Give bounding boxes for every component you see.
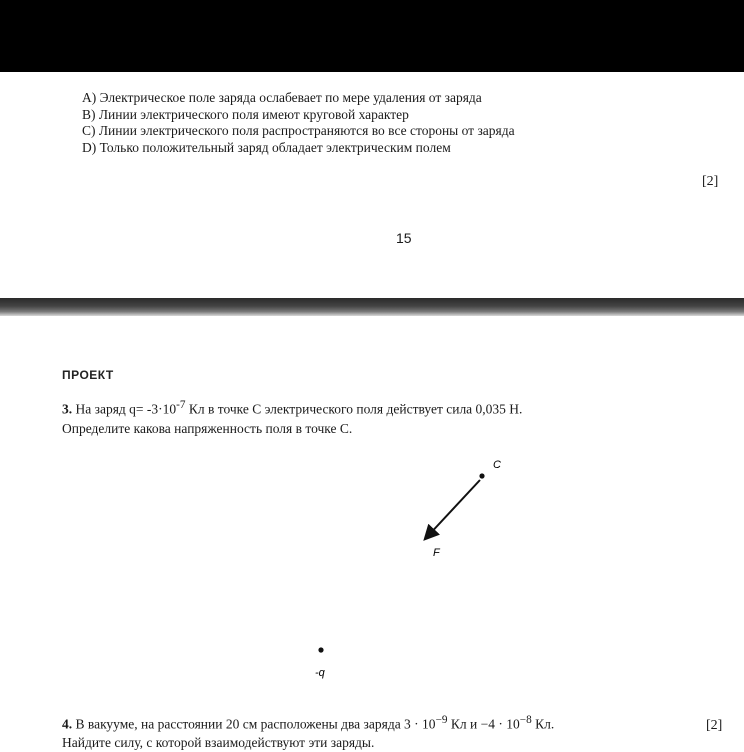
point-c-label: C	[493, 459, 501, 471]
question-4-text-c: Кл.	[531, 716, 555, 732]
question-4-text-a: В вакууме, на расстоянии 20 см расположены два заряда 3 · 10	[72, 716, 436, 732]
section-title: ПРОЕКТ	[62, 368, 114, 382]
top-black-bar	[0, 0, 744, 72]
question-4-number: 4.	[62, 716, 73, 732]
question-3	[62, 396, 522, 438]
question-3-text-a: На заряд q= -3·10	[75, 401, 177, 417]
question-3-number: 3.	[62, 401, 73, 417]
question-3-exponent: -7	[176, 399, 186, 411]
question-3-line-1	[62, 396, 522, 419]
question-4-exponent-2: −8	[519, 714, 532, 726]
question-3-line-2: Определите какова напряженность поля в точке С.	[62, 420, 353, 436]
page-number: 15	[396, 230, 412, 246]
charge-dot	[318, 647, 323, 652]
option-d: D) Только положительный заряд обладает электрическим полем	[82, 139, 451, 155]
score-mark: [2]	[702, 174, 719, 189]
point-c-dot	[479, 473, 484, 478]
option-c: C) Линии электрического поля распространяются во все стороны от заряда	[82, 123, 515, 138]
option-b: B) Линии электрического поля имеют круговой характер	[82, 106, 409, 122]
question-3-text-b: Кл в точке С электрического поля действует сила 0,035 Н.	[185, 401, 523, 417]
force-arrow	[426, 480, 480, 538]
option-a: A) Электрическое поле заряда ослабевает по мере удаления от заряда	[82, 90, 482, 105]
score-mark-2: [2]	[706, 718, 723, 733]
page-15	[0, 72, 744, 298]
question-4-line-2: Найдите силу, с которой взаимодействуют эти заряды.	[62, 734, 375, 750]
question-4-line-1	[62, 711, 554, 734]
charge-label: -q	[315, 667, 325, 679]
page-divider	[0, 298, 744, 316]
field-diagram	[300, 456, 520, 696]
answer-options	[82, 90, 515, 156]
question-4	[62, 711, 554, 752]
question-4-text-b: Кл и −4 · 10	[447, 716, 520, 732]
force-label: F	[433, 547, 440, 559]
question-4-exponent-1: −9	[435, 714, 448, 726]
page-16	[0, 316, 744, 750]
